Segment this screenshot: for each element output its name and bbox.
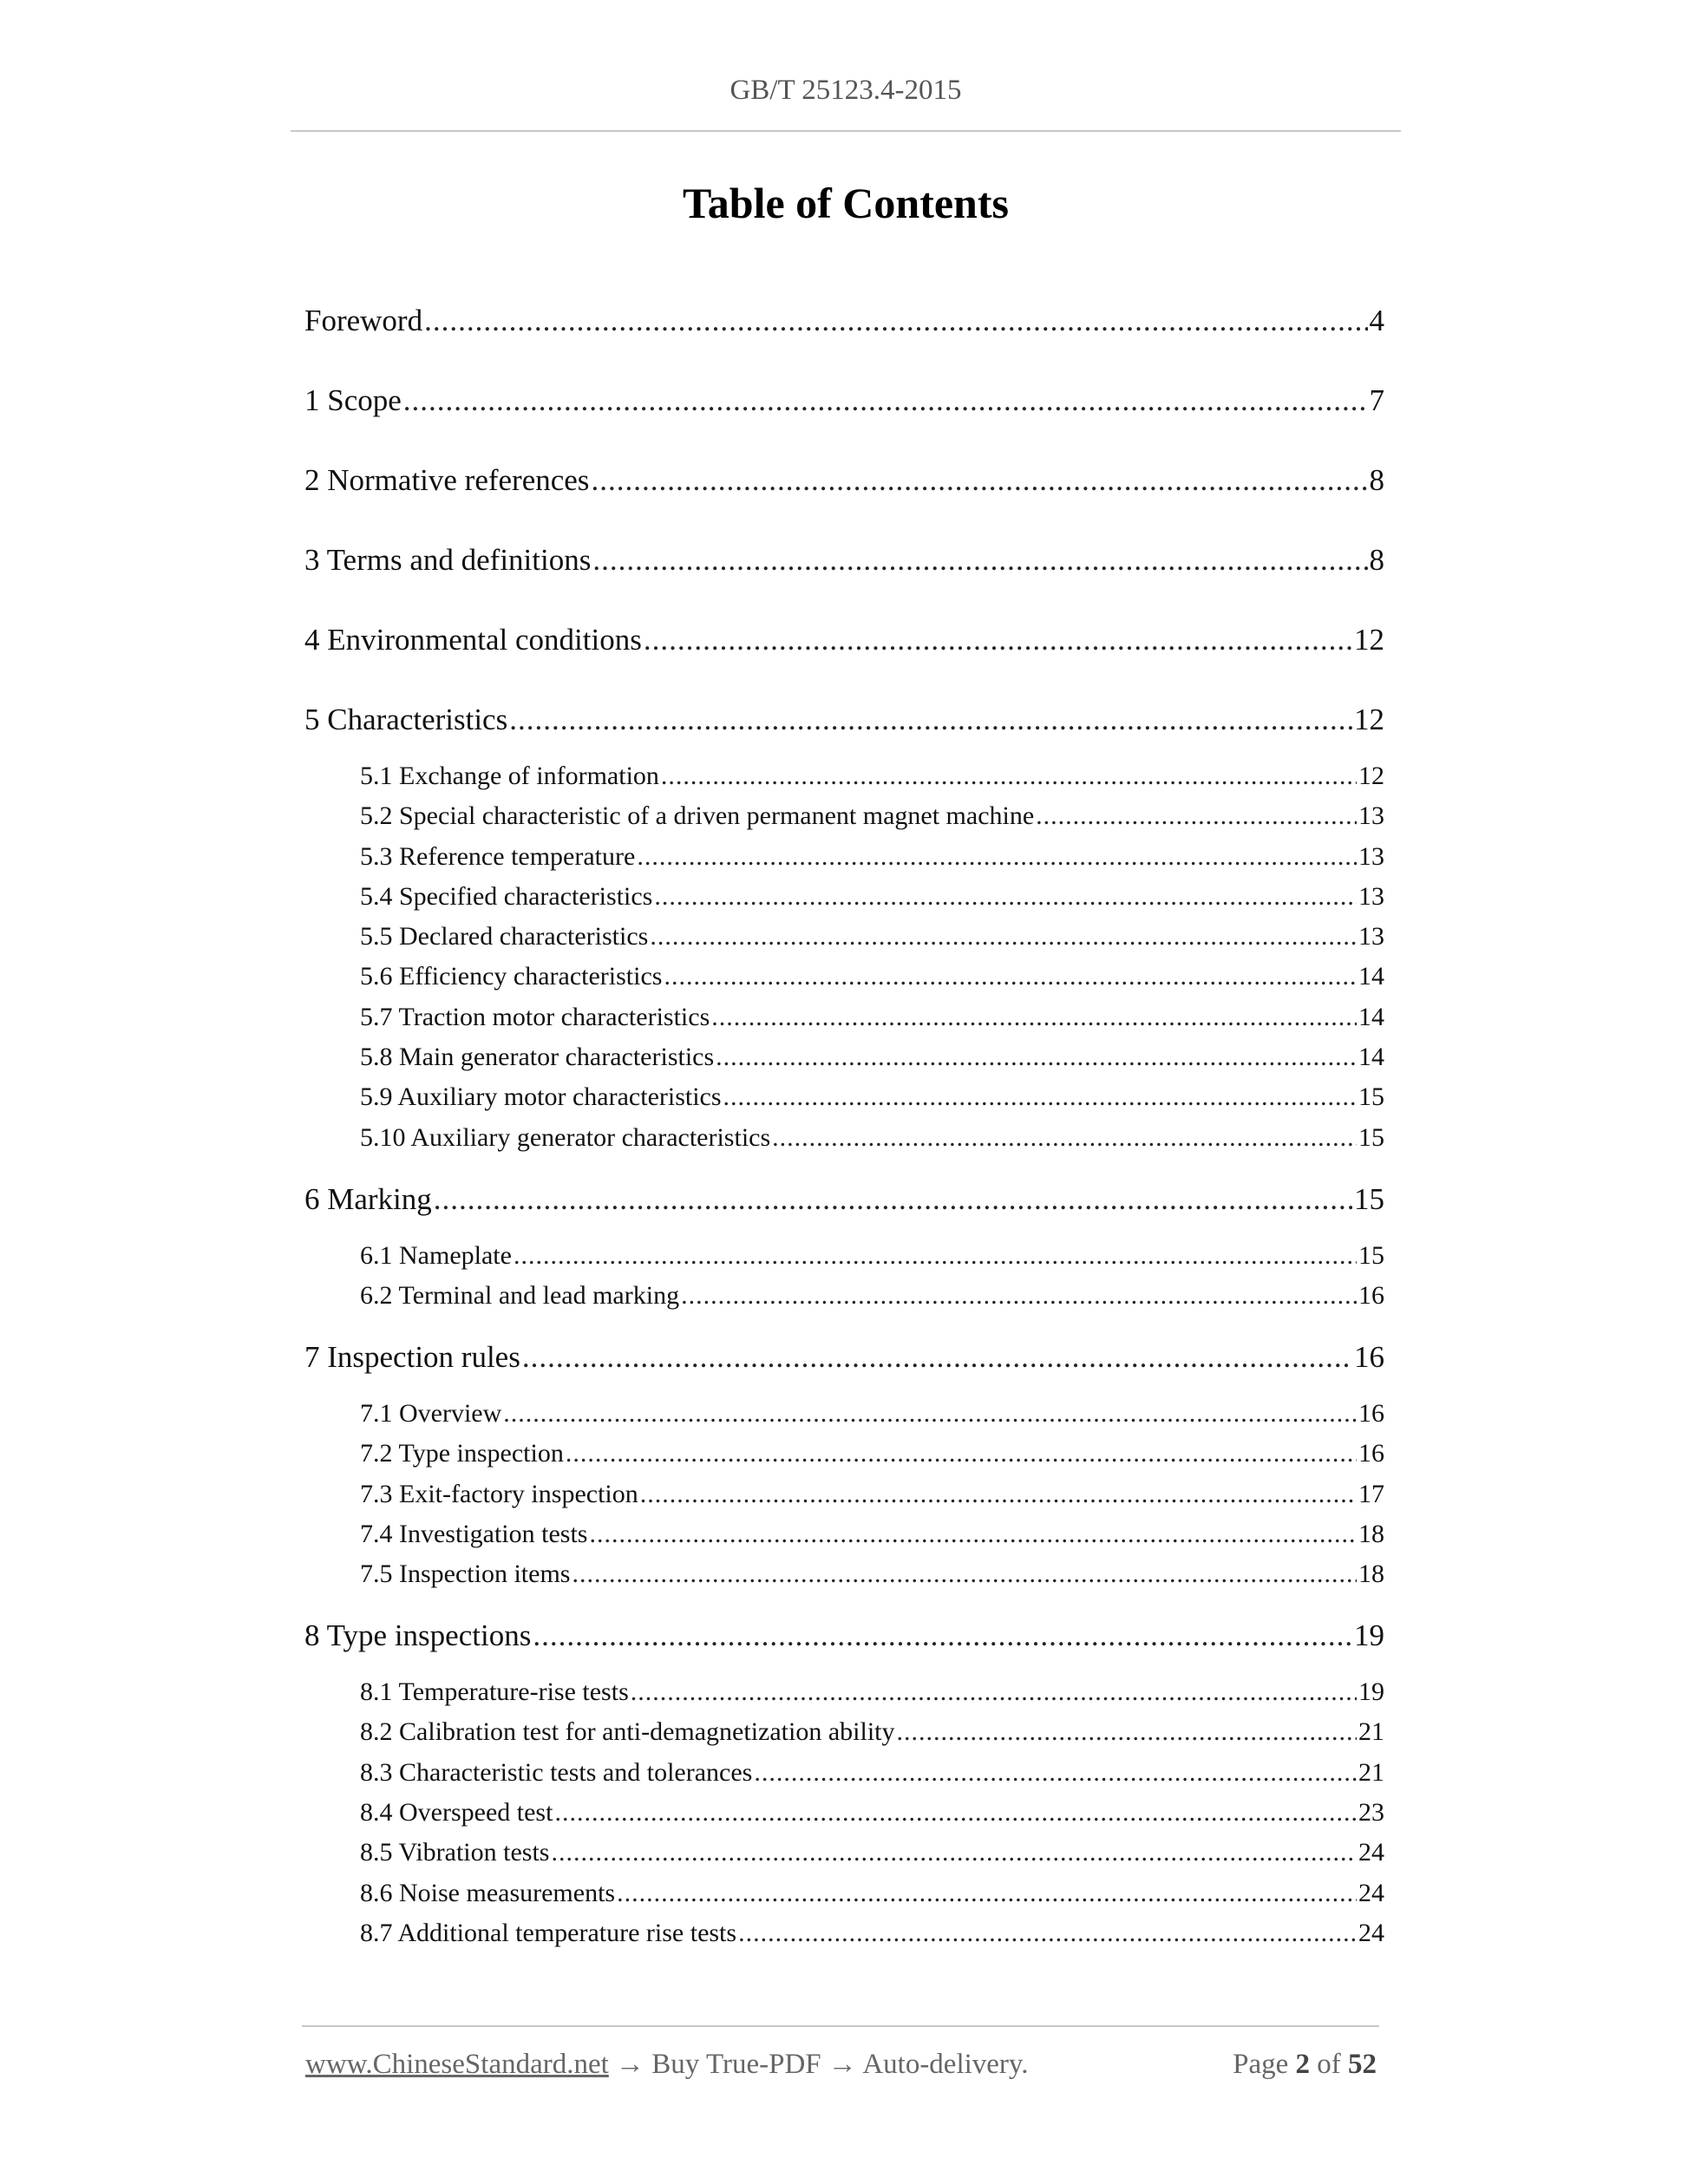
header-divider <box>291 130 1401 132</box>
toc-entry-label: 8.5 Vibration tests <box>360 1838 550 1867</box>
toc-entry-page-number: 24 <box>1358 1838 1384 1867</box>
toc-entry[interactable] <box>360 842 1384 877</box>
toc-dot-leader <box>551 1838 1357 1867</box>
toc-entry-page-number: 15 <box>1358 1241 1384 1270</box>
toc-entry-label: 6.1 Nameplate <box>360 1241 512 1270</box>
toc-entry-page-number: 21 <box>1358 1717 1384 1746</box>
toc-entry[interactable] <box>304 623 1384 664</box>
website-link[interactable]: www.ChineseStandard.net <box>305 2049 609 2080</box>
toc-entry-page-number: 24 <box>1358 1879 1384 1907</box>
toc-entry-page-number: 13 <box>1358 922 1384 951</box>
toc-entry-label: 3 Terms and definitions <box>304 543 592 577</box>
arrow-right-icon: → <box>616 2049 645 2080</box>
toc-dot-leader <box>592 543 1367 578</box>
toc-entry[interactable] <box>304 543 1384 585</box>
toc-entry[interactable] <box>360 1560 1384 1594</box>
toc-dot-leader <box>637 842 1357 872</box>
toc-entry-label: 7 Inspection rules <box>304 1340 520 1374</box>
toc-dot-leader <box>434 1182 1352 1217</box>
toc-entry-page-number: 19 <box>1358 1677 1384 1706</box>
toc-entry[interactable] <box>304 1618 1384 1660</box>
toc-dot-leader <box>654 882 1357 912</box>
toc-entry-page-number: 8 <box>1369 543 1384 577</box>
toc-entry[interactable] <box>360 1123 1384 1158</box>
toc-entry-label: 1 Scope <box>304 383 402 417</box>
toc-entry-label: 7.1 Overview <box>360 1399 502 1428</box>
toc-dot-leader <box>514 1241 1357 1271</box>
toc-entry-label: 2 Normative references <box>304 463 590 497</box>
toc-entry[interactable] <box>360 1838 1384 1873</box>
toc-entry[interactable] <box>360 1281 1384 1316</box>
toc-entry[interactable] <box>304 383 1384 425</box>
toc-entry-label: 6 Marking <box>304 1182 432 1216</box>
toc-dot-leader <box>716 1043 1357 1072</box>
toc-entry-label: 8 Type inspections <box>304 1618 532 1652</box>
toc-entry[interactable] <box>360 1520 1384 1554</box>
toc-entry[interactable] <box>360 922 1384 957</box>
toc-entry-page-number: 16 <box>1354 1340 1384 1374</box>
toc-dot-leader <box>554 1798 1357 1828</box>
toc-entry-page-number: 13 <box>1358 842 1384 871</box>
toc-dot-leader <box>897 1717 1358 1747</box>
toc-entry-label: 5.8 Main generator characteristics <box>360 1043 715 1071</box>
toc-entry[interactable] <box>360 1003 1384 1037</box>
toc-entry-label: 8.2 Calibration test for anti-demagnetization ability <box>360 1717 895 1746</box>
toc-dot-leader <box>503 1399 1357 1429</box>
toc-entry[interactable] <box>360 962 1384 997</box>
toc-entry-page-number: 15 <box>1358 1123 1384 1152</box>
toc-entry-page-number: 12 <box>1354 623 1384 657</box>
toc-entry-page-number: 16 <box>1358 1399 1384 1428</box>
toc-entry-page-number: 15 <box>1354 1182 1384 1216</box>
page-header: GB/T 25123.4-2015 <box>730 75 962 106</box>
toc-entry[interactable] <box>304 703 1384 744</box>
toc-entry-label: 7.3 Exit-factory inspection <box>360 1480 638 1508</box>
auto-delivery-text: Auto-delivery. <box>862 2049 1029 2080</box>
toc-dot-leader <box>631 1677 1357 1707</box>
toc-entry-page-number: 18 <box>1358 1520 1384 1548</box>
toc-dot-leader <box>661 762 1357 791</box>
toc-dot-leader <box>1036 801 1357 831</box>
toc-dot-leader <box>403 383 1368 418</box>
toc-entry[interactable] <box>360 1758 1384 1793</box>
toc-entry-label: 5.9 Auxiliary motor characteristics <box>360 1082 722 1111</box>
toc-dot-leader <box>591 463 1367 498</box>
toc-dot-leader <box>522 1340 1352 1375</box>
toc-entry[interactable] <box>360 1241 1384 1276</box>
toc-entry[interactable] <box>304 463 1384 505</box>
page-word: Page <box>1233 2049 1289 2080</box>
toc-dot-leader <box>509 703 1352 737</box>
toc-entry-label: 8.6 Noise measurements <box>360 1879 616 1907</box>
toc-entry-page-number: 23 <box>1358 1798 1384 1827</box>
toc-entry-page-number: 21 <box>1358 1758 1384 1787</box>
page-title: Table of Contents <box>683 179 1009 227</box>
toc-entry-page-number: 12 <box>1358 762 1384 790</box>
toc-entry-label: 7.5 Inspection items <box>360 1560 571 1588</box>
total-page-count: 52 <box>1348 2049 1377 2080</box>
toc-entry-label: 6.2 Terminal and lead marking <box>360 1281 680 1310</box>
toc-entry[interactable] <box>304 304 1384 345</box>
toc-entry-label: 5.4 Specified characteristics <box>360 882 653 911</box>
toc-dot-leader <box>424 304 1367 338</box>
toc-entry-label: 5 Characteristics <box>304 703 508 736</box>
toc-entry-label: 5.1 Exchange of information <box>360 762 659 790</box>
toc-entry-label: 5.7 Traction motor characteristics <box>360 1003 710 1031</box>
toc-dot-leader <box>650 922 1357 951</box>
of-word: of <box>1317 2049 1341 2080</box>
toc-entry-label: 4 Environmental conditions <box>304 623 642 657</box>
toc-entry[interactable] <box>360 1879 1384 1913</box>
toc-entry[interactable] <box>360 1919 1384 1953</box>
toc-entry-page-number: 19 <box>1354 1618 1384 1652</box>
toc-dot-leader <box>723 1082 1357 1112</box>
toc-entry[interactable] <box>360 1082 1384 1117</box>
toc-entry-label: 5.3 Reference temperature <box>360 842 636 871</box>
toc-entry[interactable] <box>360 762 1384 796</box>
toc-entry-label: Foreword <box>304 304 423 337</box>
toc-dot-leader <box>640 1480 1357 1509</box>
toc-entry[interactable] <box>360 1043 1384 1077</box>
toc-dot-leader <box>533 1618 1352 1653</box>
toc-entry[interactable] <box>360 801 1384 836</box>
toc-entry-page-number: 16 <box>1358 1439 1384 1468</box>
toc-entry-label: 8.3 Characteristic tests and tolerances <box>360 1758 753 1787</box>
toc-entry-page-number: 14 <box>1358 962 1384 991</box>
toc-entry-label: 5.2 Special characteristic of a driven permanent magnet machine <box>360 801 1035 830</box>
toc-entry-page-number: 13 <box>1358 882 1384 911</box>
arrow-right-icon: → <box>828 2049 857 2080</box>
toc-dot-leader <box>738 1919 1357 1948</box>
toc-entry[interactable] <box>360 1480 1384 1514</box>
toc-entry-page-number: 8 <box>1369 463 1384 497</box>
toc-entry[interactable] <box>360 1798 1384 1833</box>
buy-true-pdf-text: Buy True-PDF <box>651 2049 821 2080</box>
toc-entry-label: 5.10 Auxiliary generator characteristics <box>360 1123 771 1152</box>
page-footer <box>305 2049 1377 2081</box>
toc-entry-page-number: 13 <box>1358 801 1384 830</box>
toc-entry-page-number: 14 <box>1358 1043 1384 1071</box>
toc-entry[interactable] <box>360 1677 1384 1712</box>
toc-entry-label: 8.7 Additional temperature rise tests <box>360 1919 737 1947</box>
toc-entry-page-number: 18 <box>1358 1560 1384 1588</box>
toc-entry-page-number: 12 <box>1354 703 1384 736</box>
toc-entry-page-number: 24 <box>1358 1919 1384 1947</box>
toc-entry-page-number: 7 <box>1369 383 1384 417</box>
toc-entry-label: 5.6 Efficiency characteristics <box>360 962 663 991</box>
toc-dot-leader <box>572 1560 1357 1589</box>
toc-dot-leader <box>617 1879 1357 1908</box>
toc-entry-label: 8.1 Temperature-rise tests <box>360 1677 629 1706</box>
toc-entry[interactable] <box>360 1717 1384 1752</box>
toc-entry-page-number: 16 <box>1358 1281 1384 1310</box>
toc-dot-leader <box>681 1281 1357 1311</box>
toc-entry-page-number: 4 <box>1369 304 1384 337</box>
toc-dot-leader <box>644 623 1352 657</box>
toc-entry[interactable] <box>360 882 1384 917</box>
toc-entry[interactable] <box>360 1399 1384 1434</box>
toc-entry-page-number: 15 <box>1358 1082 1384 1111</box>
toc-dot-leader <box>664 962 1357 991</box>
footer-divider <box>302 2025 1379 2027</box>
toc-dot-leader <box>566 1439 1357 1468</box>
toc-entry[interactable] <box>360 1439 1384 1474</box>
toc-entry-label: 7.4 Investigation tests <box>360 1520 588 1548</box>
toc-dot-leader <box>772 1123 1357 1153</box>
page-indicator <box>1233 2049 1377 2081</box>
toc-dot-leader <box>754 1758 1357 1788</box>
toc-entry-label: 7.2 Type inspection <box>360 1439 564 1468</box>
toc-dot-leader <box>589 1520 1357 1549</box>
toc-entry[interactable] <box>304 1182 1384 1224</box>
toc-dot-leader <box>711 1003 1357 1032</box>
toc-entry-page-number: 14 <box>1358 1003 1384 1031</box>
toc-entry-page-number: 17 <box>1358 1480 1384 1508</box>
toc-entry[interactable] <box>304 1340 1384 1382</box>
footer-promo <box>305 2049 1029 2081</box>
current-page-number: 2 <box>1295 2049 1310 2080</box>
toc-entry-label: 8.4 Overspeed test <box>360 1798 553 1827</box>
toc-entry-label: 5.5 Declared characteristics <box>360 922 649 951</box>
